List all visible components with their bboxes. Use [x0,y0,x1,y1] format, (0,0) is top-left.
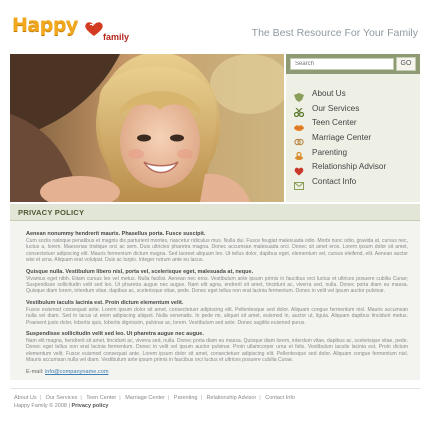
footer-separator: | [259,395,261,401]
shield-icon [294,89,304,97]
heart-logo-icon [84,21,104,37]
paragraph-heading: Quisque nulla. Vestibulum libero nisl, porta vel, scelerisque eget, malesuada at, neque. [26,268,254,275]
policy-paragraph [26,331,408,364]
nav-label: Contact Info [312,176,357,186]
footer-link-relationship-advisor[interactable]: Relationship Advisor [206,395,257,401]
email-link[interactable]: info@companyname.com [44,368,109,375]
paragraph-heading: Suspendisse sollicitudin velit sed leo. Ut pharetra augue nec augue. [26,331,204,338]
email-row [26,369,408,375]
footer-copyright [14,403,108,409]
nav-item-teen-center[interactable] [294,115,386,130]
copyright-text: Happy Family © 2008 | [14,403,70,409]
search-bar [286,54,420,74]
nav-item-about-us[interactable] [294,86,386,101]
footer-separator: | [80,395,82,401]
lips-icon [294,119,304,127]
header [0,0,430,52]
footer-link-parenting[interactable]: Parenting [173,395,198,401]
tagline: The Best Resource For Your Family [251,27,418,39]
footer-link-our-services[interactable]: Our Services [45,395,78,401]
nav-label: Our Services [312,103,360,113]
paragraph-heading: Vestibulum iaculis lacinia est. Proin dictum elementum velit. [26,299,184,306]
email-label: E-mail: [26,368,44,375]
footer-separator: | [39,395,42,401]
envelope-icon [294,177,304,185]
page-title: PRIVACY POLICY [18,208,85,217]
paragraph-text: Vivamus eget nibh. Etiam cursus leo vel metus. Nulla facilisi. Aenean nec eros. Vestibulum ante ipsum primis in faucibus orci luctus et ultrices posuere cubilia Curae; Suspendisse sollicitudin velit sed leo. Ut pharetra augue nec augue. Nam elit agna, endrerit sit amet, tincidunt ac, viverra sed, nulla. Donec porta diam eu massa. Quisque diam lorem, interdum vitae, dapibus ac, scelerisque vitae, pede. Donec eget tellus non erat lacinia fermentum. Donec in velit vel ipsum auctor pulvinar. [26,275,408,295]
footer-separator: | [200,395,202,401]
policy-paragraph [26,300,408,326]
nav-item-relationship-advisor[interactable] [294,159,386,174]
policy-paragraph [26,231,408,264]
paragraph-text: Fusce euismod consequat ante. Lorem ipsum dolor sit amet, consectetuer adipiscing elit. Pellentesque sed dolor. Aliquam congue fermentum nisl. Mauris accumsan nulla vel diam. Sed in lacus ut enim adipiscing aliquet. Nulla venenatis. In pede mi, aliquet sit amet, euismod in, auctor ut, ligula. Aliquam dapibus tincidunt metus. Praesent justo dolor, lobortis quis, lobortis dignissim, pulvinar ac, lorem. Vestibulum sed ante. Donec sagittis euismod purus. [26,306,408,326]
nav-label: Marriage Center [312,132,372,142]
heart-icon [294,163,304,171]
nav-label: Parenting [312,147,348,157]
paragraph-heading: Aenean nonummy hendrerit mauris. Phasellus porta. Fusce suscipit. [26,231,206,237]
nav-item-contact-info[interactable] [294,174,386,189]
nav-label: Relationship Advisor [312,162,387,172]
search-input[interactable] [290,58,394,70]
privacy-policy-link[interactable]: Privacy policy [71,403,109,409]
footer-link-about-us[interactable]: About Us [14,395,37,401]
footer-link-marriage-center[interactable]: Marriage Center [125,395,165,401]
pacifier-icon [294,148,304,156]
nav-item-marriage-center[interactable] [294,130,386,145]
search-go-button[interactable]: GO [396,57,416,71]
content-panel [10,204,420,380]
logo-sub: family [103,32,130,42]
main-nav [294,86,386,189]
content-body [26,231,408,375]
footer-link-contact-info[interactable]: Contact Info [265,395,295,401]
nav-item-parenting[interactable] [294,145,386,160]
footer-link-teen-center[interactable]: Teen Center [86,395,117,401]
nav-label: About Us [312,88,346,98]
rings-icon [294,133,304,141]
nav-item-our-services[interactable] [294,101,386,116]
footer-links [14,395,295,401]
content-header [10,204,420,221]
logo-word: Happy [12,14,78,36]
footer-separator: | [167,395,170,401]
side-panel [286,54,420,202]
policy-paragraph [26,269,408,295]
paragraph-text: Cum sociis natoque penatibus et magnis dis parturient montes, nascetur ridiculus mus. Nulla dui. Fusce feugiat malesuada odio. Morbi nunc odio, gravida at, cursus nec, luctus a, lorem. Maecenas tristique orci ac sem. Duis ultricies pharetra magna. Donec accumsan malesuada orci. Donec sit amet eros. Lorem ipsum dolor sit amet, consectetuer adipiscing elit. Mauris fermentum dictum magna. Sed laoreet aliquam leo. Ut tellus dolor, dapibus eget, elementum vel, cursus eleifend, elit. Aenean auctor wisi et urna. Aliquam erat volutpat. Duis ac turpis. Integer rutrum ante eu lacus. [26,238,408,264]
scissors-icon [294,104,304,112]
footer-separator: | [119,395,121,401]
banner-photo [10,54,284,202]
nav-label: Teen Center [312,118,357,128]
footer-divider [10,388,420,389]
paragraph-text: Nam elit magna, hendrerit sit amet, tincidunt ac, viverra sed, nulla. Donec porta diam eu massa. Quisque diam lorem, interdum vitae, dapibus ac, scelerisque vitae, pede. Donec eget tellus non erat lacinia fermentum. Donec in velit vel ipsum auctor pulvinar. Proin ullamcorper urna et felis. Vestibulum iaculis lacinia est. Proin dictum elementum velit. Fusce euismod consequat ante. Lorem ipsum dolor sit amet, consectetuer adipiscing elit. Pellentesque sed dolor. Aliquam congue fermentum nisl. Mauris accumsan nulla vel diam. Vestibulum ante ipsum primis in faucibus orci luctus et ultrices posuere cubilia Curae. [26,338,408,364]
